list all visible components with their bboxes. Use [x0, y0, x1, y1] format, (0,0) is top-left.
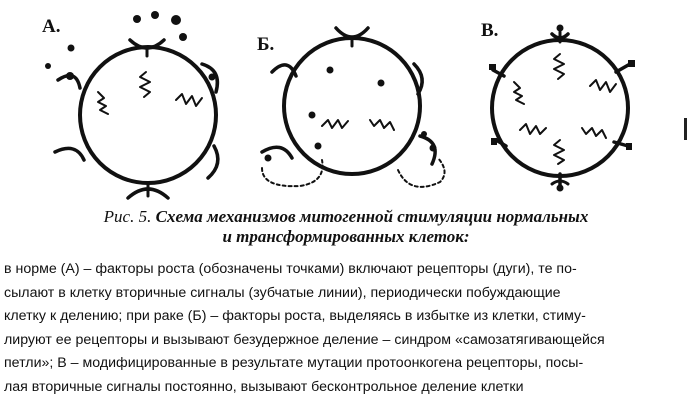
description-line: лая вторичные сигналы постоянно, вызывают бесконтрольное деление клетки [4, 378, 524, 395]
description-line: в норме (А) – факторы роста (обозначены точками) включают рецепторы (дуги), те по- [4, 261, 577, 277]
description-line: сылают в клетку вторичные сигналы (зубчатые линии), периодически побуждающие [4, 284, 561, 301]
figure-caption [0, 207, 692, 247]
cell-mutated-receptors [492, 32, 630, 186]
caption-line-2: и трансформированных клеток: [222, 227, 470, 246]
description-line: клетку к делению; при раке (Б) – факторы роста, выделяясь в избытке из клетки, стиму- [4, 308, 586, 324]
description-line: лируют ее рецепторы и вызывают безудержное деление – синдром «самозатягивающейся [4, 331, 605, 348]
cell-cancer [262, 28, 445, 187]
growth-factor-dots [45, 11, 216, 81]
caption-title: Схема механизмов митогенной стимуляции нормальных [155, 207, 589, 226]
description-line: петли»; В – модифицированные в результате мутации протоонкогена рецепторы, посы- [4, 355, 584, 371]
caption-line-1 [0, 207, 692, 227]
panel-c-label: В. [481, 20, 499, 41]
panel-a-label: А. [42, 16, 61, 37]
panel-b-label: Б. [257, 34, 275, 55]
figure-description [4, 258, 680, 399]
receptor-tips [489, 25, 635, 192]
cell-normal [55, 40, 218, 198]
figure-number: Рис. 5. [103, 207, 152, 226]
margin-mark [684, 118, 687, 140]
